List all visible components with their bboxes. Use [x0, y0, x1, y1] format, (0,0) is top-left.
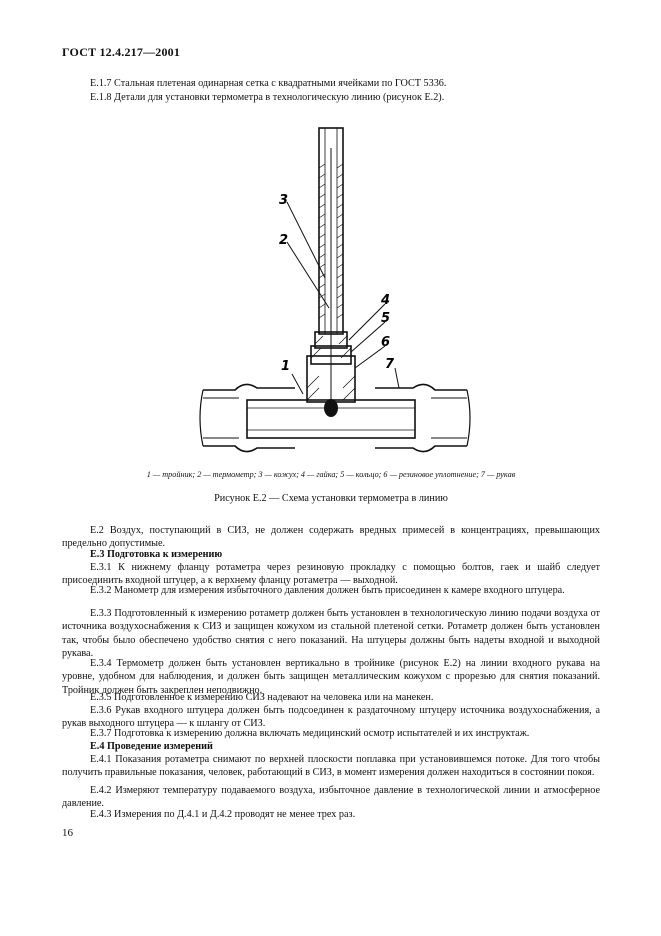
paragraph-e1-7: Е.1.7 Стальная плетеная одинарная сетка с квадратными ячейками по ГОСТ 5336.: [90, 78, 447, 89]
paragraph-e2: Е.2 Воздух, поступающий в СИЗ, не должен содержать вредных примесей в концентрациях, превышающих предельно допустимые.: [62, 525, 600, 550]
figure-label-5: 5: [381, 311, 391, 326]
figure-label-3: 3: [279, 193, 289, 208]
page-number: 16: [62, 827, 73, 839]
paragraph-e3-5: Е.3.5 Подготовленное к измерению СИЗ надевают на человека или на манекен.: [90, 692, 434, 703]
paragraph-e4-2: Е.4.2 Измеряют температуру подаваемого воздуха, избыточное давление в технологической линии и атмосферное давление.: [62, 785, 600, 810]
figure-label-6: 6: [381, 335, 391, 350]
figure-legend: 1 — тройник; 2 — термометр; 3 — кожух; 4 — гайка; 5 — кольцо; 6 — резиновое уплотнение; 7 — рукав: [146, 470, 516, 479]
figure-label-7: 7: [385, 357, 395, 372]
paragraph-e3-1: Е.3.1 К нижнему фланцу ротаметра через резиновую прокладку с помощью болтов, гаек и шайб следует присоединить входной штуцер, а к верхнему фланцу ротаметра — выходной.: [62, 562, 600, 587]
paragraph-e4-1: Е.4.1 Показания ротаметра снимают по верхней плоскости поплавка при установившемся потоке. Для того чтобы получить правильные показания, человек, работающий в СИЗ, в момент измерения должен находиться в состоянии покоя.: [62, 754, 600, 779]
section-heading-e3: Е.3 Подготовка к измерению: [90, 549, 223, 560]
paragraph-e3-6: Е.3.6 Рукав входного штуцера должен быть подсоединен к раздаточному штуцеру источника воздухоснабжения, а рукав выходного штуцера — к шлангу от СИЗ.: [62, 705, 600, 730]
figure-label-1: 1: [281, 359, 291, 374]
figure-label-4: 4: [381, 293, 391, 308]
document-header: ГОСТ 12.4.217—2001: [62, 45, 181, 59]
section-heading-e4: Е.4 Проведение измерений: [90, 741, 213, 752]
paragraph-e3-2: Е.3.2 Манометр для измерения избыточного давления должен быть присоединен к камере входного штуцера.: [90, 585, 565, 596]
figure-label-2: 2: [279, 233, 289, 248]
paragraph-e3-7: Е.3.7 Подготовка к измерению должна включать медицинский осмотр испытателей и их инструктаж.: [90, 728, 530, 739]
paragraph-e3-4: Е.3.4 Термометр должен быть установлен вертикально в тройнике (рисунок Е.2) на линии входного рукава на уровне, удобном для наблюдения, и должен быть защищен металлическим кожухом с прорезью для снятия показаний. Тройник должен быть закреплен неподвижно.: [62, 658, 600, 696]
figure-caption: Рисунок Е.2 — Схема установки термометра в линию: [214, 493, 448, 504]
paragraph-e1-8: Е.1.8 Детали для установки термометра в технологическую линию (рисунок Е.2).: [90, 92, 445, 103]
thermometer-installation-figure: [195, 118, 475, 458]
paragraph-e3-3: Е.3.3 Подготовленный к измерению ротаметр должен быть установлен в технологическую линию подачи воздуха от источника воздухоснабжения к СИЗ и защищен кожухом из стальной плетеной сетки. Ротаметр должен быть установлен так, чтобы было обеспечено удобство снятия с него показаний. На штуцеры должны быть надеты входной и выходной рукава.: [62, 608, 600, 659]
paragraph-e4-3: Е.4.3 Измерения по Д.4.1 и Д.4.2 проводят не менее трех раз.: [90, 809, 356, 820]
